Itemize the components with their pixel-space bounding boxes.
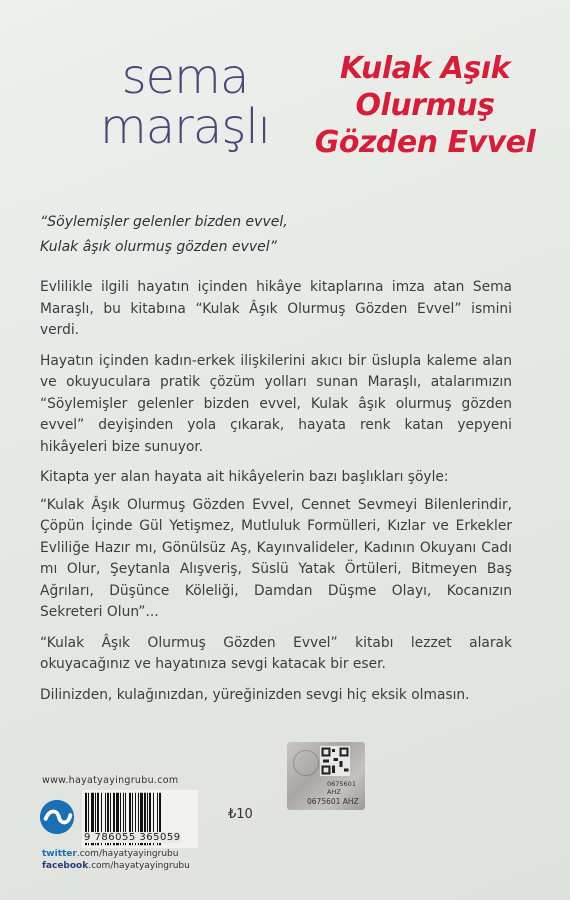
hologram-sticker	[287, 742, 365, 810]
twitter-label: twitter	[42, 849, 77, 859]
quote-line-2: Kulak âşık olurmuş gözden evvel”	[40, 239, 277, 255]
title-line-1: Kulak Aşık	[339, 51, 511, 86]
title-line-3: Gözden Evvel	[314, 125, 536, 160]
book-title	[300, 50, 550, 161]
paragraph-story-titles: “Kulak Âşık Olurmuş Gözden Evvel, Cennet Sevmeyi Bilenlerindir, Çöpün İçinde Gül Yetişmez, Mutluluk Formülleri, Kızlar ve Erkekler Evliliğe Hazır mı, Gönülsüz Aş, Kayınvalideler, Kadının Okuyanı Cadı mı Olur, Şeytanla Alışveriş, Süslü Yatak Örtüleri, Bitmeyen Baş Ağrıları, Düşünce Köleliği, Damdan Düşme Olayı, Kocanızın Sekreteri Olun”...	[40, 496, 512, 620]
quote-line-1: “Söylemişler gelenler bizden evvel,	[40, 214, 288, 230]
sticker-code-part-1: 0675601	[327, 780, 356, 788]
price-label: ₺10	[228, 807, 253, 822]
facebook-label: facebook	[42, 861, 89, 871]
author-line-1: sema	[121, 49, 249, 105]
author-name	[70, 49, 300, 155]
author-line-2: maraşlı	[100, 99, 270, 155]
facebook-path: .com/hayatyayingrubu	[88, 861, 190, 871]
epigraph-quote	[40, 210, 512, 260]
sticker-code: 0675601 AHZ	[307, 797, 359, 806]
title-line-2: Olurmuş	[355, 88, 495, 123]
paragraph-recommendation: “Kulak Âşık Olurmuş Gözden Evvel” kitabı lezzet alarak okuyacağınız ve hayatınıza sevgi katacak bir eser.	[40, 634, 512, 672]
qr-code-icon	[320, 746, 350, 776]
twitter-path: .com/hayatyayingrubu	[76, 849, 179, 859]
sticker-code-part-2: AHZ	[327, 788, 341, 796]
paragraph-description: Hayatın içinden kadın-erkek ilişkilerini akıcı bir üslupla kaleme alan ve okuyuculara pratik çözüm yolları sunan Maraşlı, atalarımızın “Söylemişler gelenler bizden evvel, Kulak âşık olurmuş gözden evvel” deyişinden yola çıkarak, hayata renk katan yepyeni hikâyeleri bize sunuyor.	[40, 352, 512, 455]
paragraph-closing: Dilinizden, kulağınızdan, yüreğinizden sevgi hiç eksik olmasın.	[40, 686, 470, 703]
hologram-seal-icon	[293, 750, 319, 776]
social-links	[42, 848, 190, 872]
paragraph-story-list-intro: Kitapta yer alan hayata ait hikâyelerin bazı başlıkları şöyle:	[40, 469, 449, 485]
back-cover-text	[40, 210, 512, 715]
publisher-website: www.hayatyayingrubu.com	[42, 775, 179, 786]
facebook-link[interactable]	[42, 860, 190, 872]
twitter-link[interactable]	[42, 848, 190, 860]
paragraph-intro: Evlilikle ilgili hayatın içinden hikâye kitaplarına imza atan Sema Maraşlı, bu kitabına “Kulak Âşık Olurmuş Gözden Evvel” ismini verdi.	[40, 279, 512, 338]
publisher-logo-icon	[38, 798, 76, 836]
isbn-number: 9 786055 365059	[84, 832, 181, 843]
sticker-small-code	[327, 780, 356, 796]
